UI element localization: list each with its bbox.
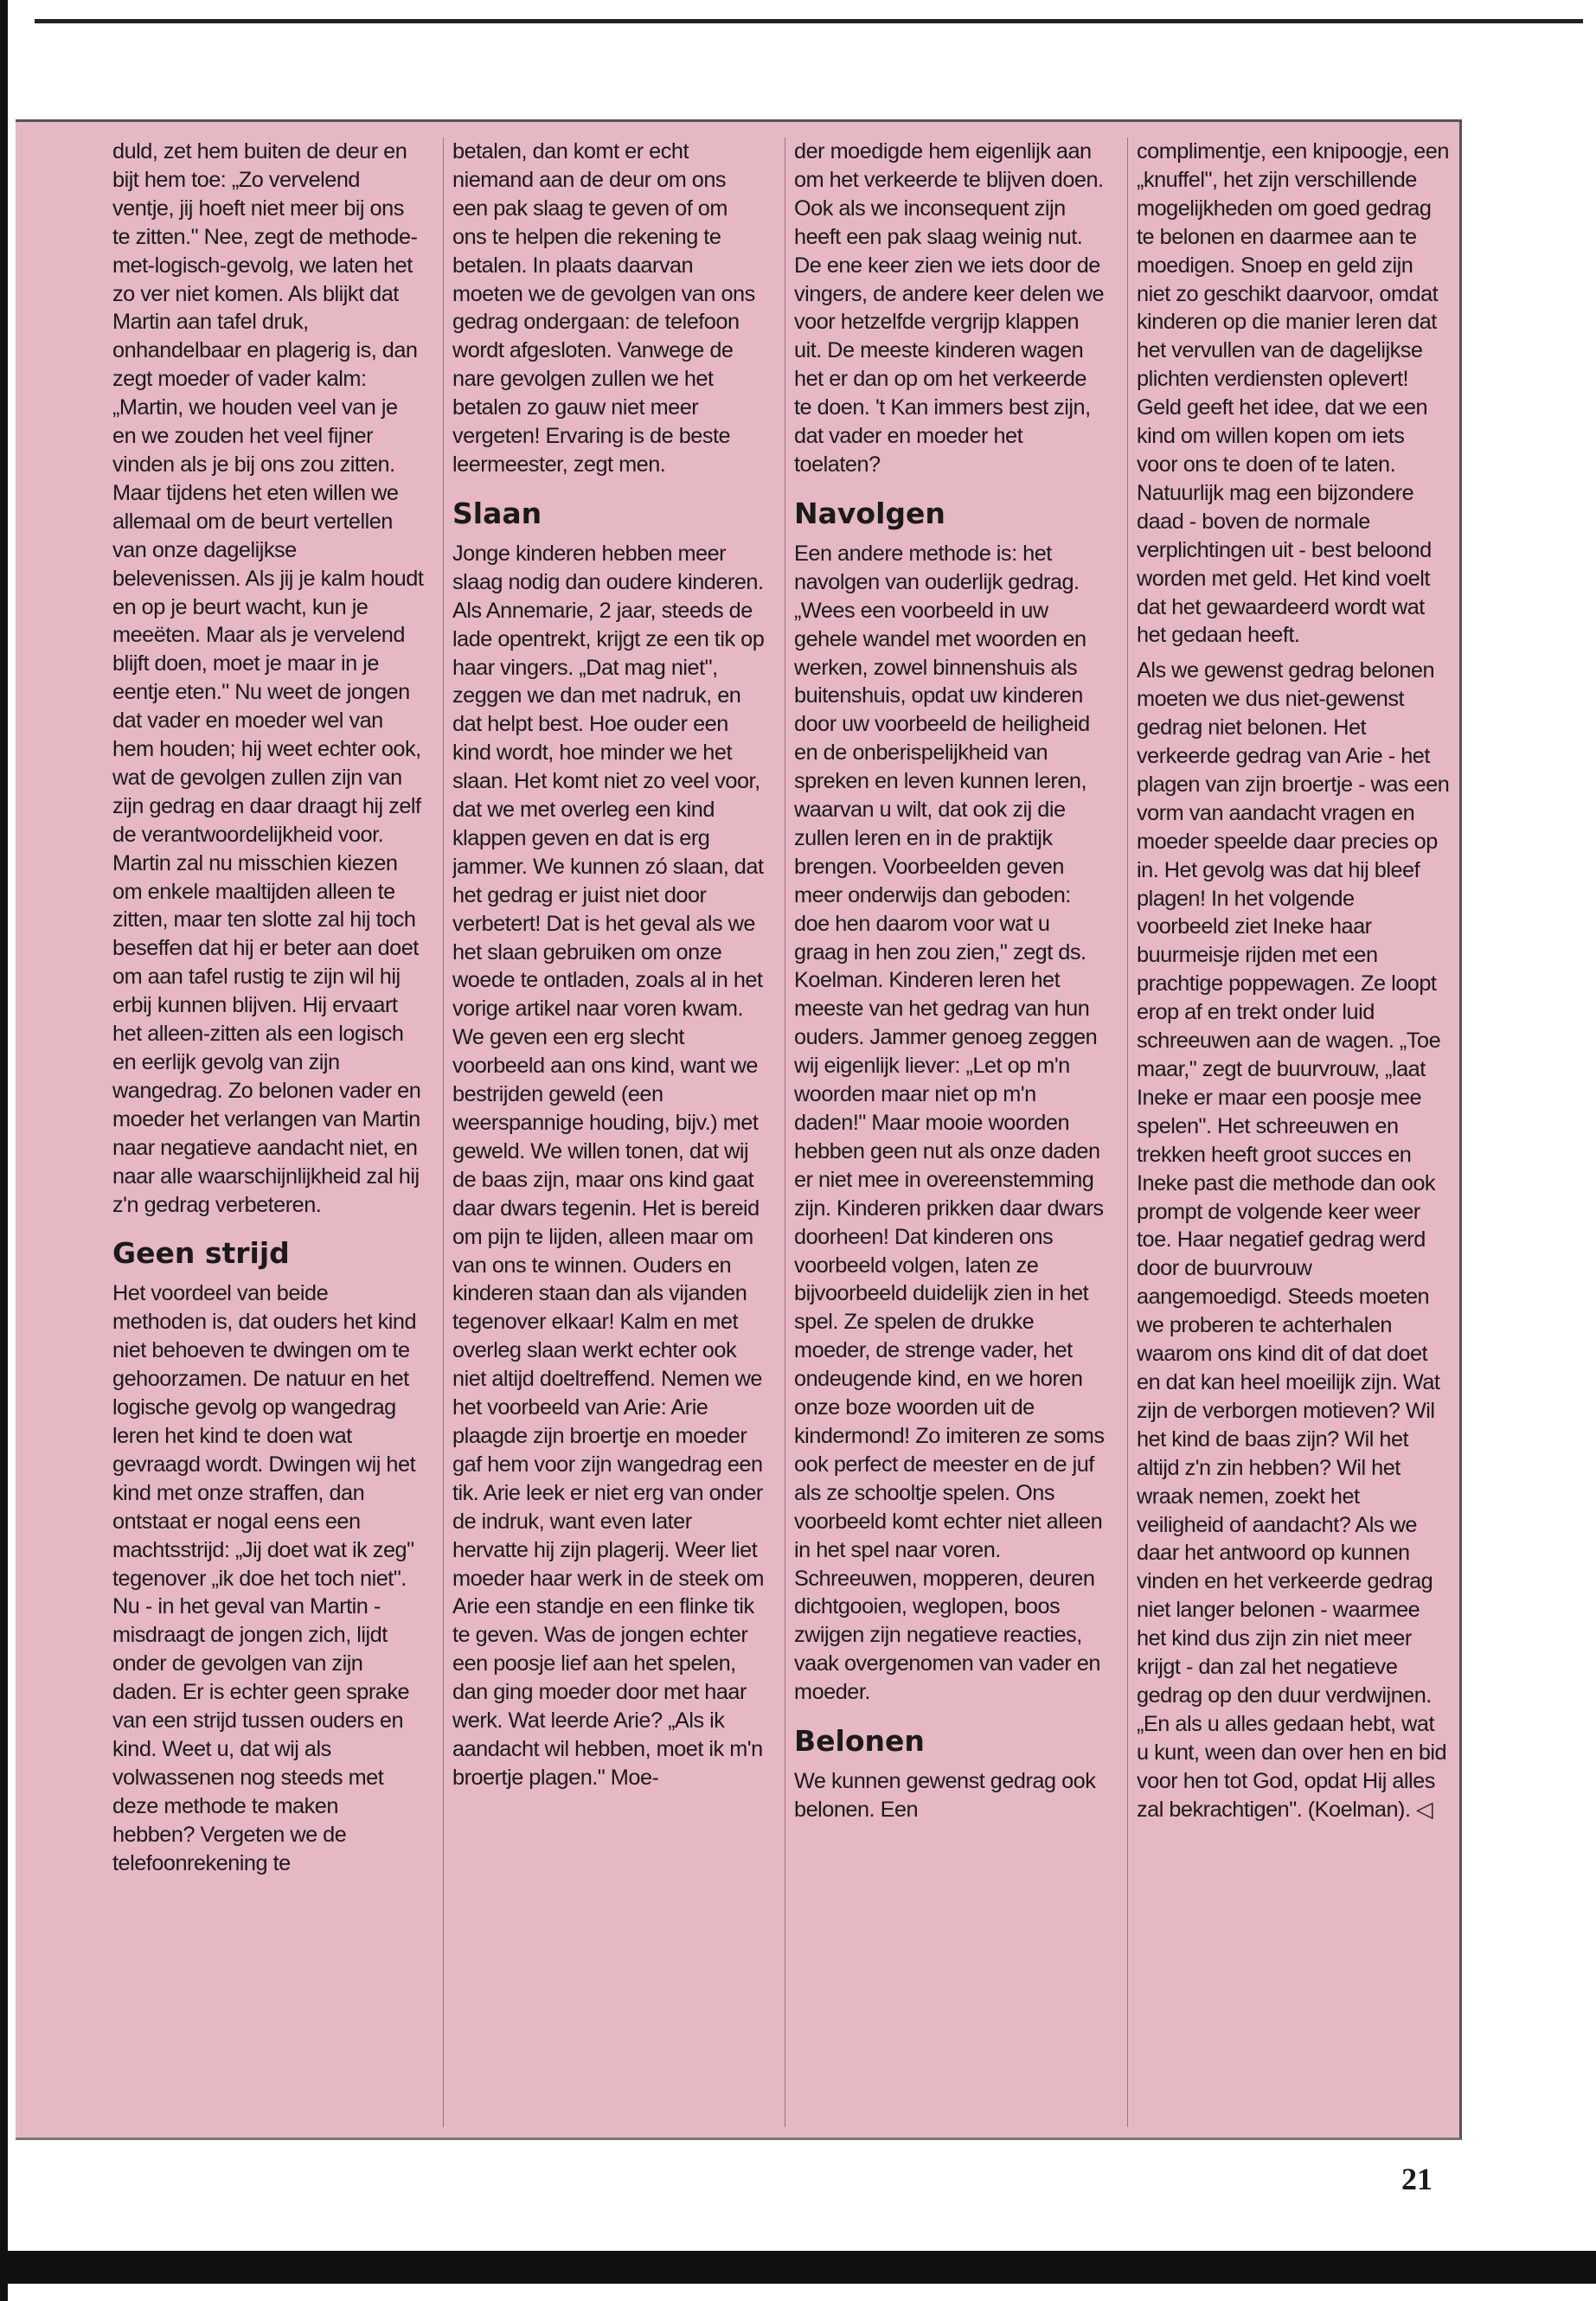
- paragraph: Jonge kinderen hebben meer slaag nodig dan oudere kinderen. Als Annemarie, 2 jaar, steeds de lade opentrekt, krijgt ze een tik op haar vingers. „Dat mag niet", zeggen we dan met nadruk, en dat helpt best. Hoe ouder een kind wordt, hoe minder we het slaan. Het komt niet zo veel voor, dat we met overleg een kind klappen geven en dat is erg jammer. We kunnen zó slaan, dat het gedrag er juist niet door verbetert! Dat is het geval als we het slaan gebruiken om onze woede te ontladen, zoals al in het vorige artikel naar voren kwam. We geven een erg slecht voorbeeld aan ons kind, want we bestrijden geweld (een weerspannige houding, bijv.) met geweld. We willen tonen, dat wij de baas zijn, maar ons kind gaat daar dwars tegenin. Het is bereid om pijn te lijden, alleen maar om van ons te winnen. Ouders en kinderen staan dan als vijanden tegenover elkaar! Kalm en met overleg slaan werkt echter ook niet altijd doeltreffend. Nemen we het voorbeeld van Arie: Arie plaagde zijn broertje en moeder gaf hem voor zijn wangedrag een tik. Arie leek er niet erg van onder de indruk, want even later hervatte hij zijn plagerij. Weer liet moeder haar werk in de steek om Arie een standje en een flinke tik te geven. Was de jongen echter een poosje lief aan het spelen, dan ging moeder door met haar werk. Wat leerde Arie? „Als ik aandacht wil hebben, moet ik m'n broertje plagen." Moe-: [452, 541, 765, 1790]
- column-divider: [443, 138, 444, 2127]
- paragraph: der moedigde hem eigenlijk aan om het verkeerde te blijven doen. Ook als we inconsequent zijn heeft een pak slaag weinig nut. De ene keer zien we iets door de vingers, de andere keer delen we voor hetzelfde vergrijp klappen uit. De meeste kinderen wagen het er dan op om het verkeerde te doen. 't Kan immers best zijn, dat vader en moeder het toelaten?: [794, 139, 1105, 477]
- paragraph: Het voordeel van beide methoden is, dat ouders het kind niet behoeven te dwingen om te gehoorzamen. De natuur en het logische gevolg op wangedrag leren het kind te doen wat gevraagd wordt. Dwingen wij het kind met onze straffen, dan ontstaat er nogal eens een machtsstrijd: „Jij doet wat ik zeg" tegenover „ik doe het toch niet". Nu - in het geval van Martin - misdraagt de jongen zich, lijdt onder de gevolgen van zijn daden. Er is echter geen sprake van een strijd tussen ouders en kind. Weet u, dat wij als volwassenen nog steeds met deze methode te maken hebben? Vergeten we de telefoonrekening te: [112, 1281, 417, 1875]
- paragraph: duld, zet hem buiten de deur en bijt hem toe: „Zo vervelend ventje, jij hoeft niet meer bij ons te zitten." Nee, zegt de methode-met-logisch-gevolg, we laten het zo ver niet komen. Als blijkt dat Martin aan tafel druk, onhandelbaar en plagerig is, dan zegt moeder of vader kalm: „Martin, we houden veel van je en we zouden het veel fijner vinden als je bij ons zou zitten. Maar tijdens het eten willen we allemaal om de beurt vertellen van onze dagelijkse belevenissen. Als jij je kalm houdt en op je beurt wacht, kun je meeëten. Maar als je vervelend blijft doen, moet je maar in je eentje eten." Nu weet de jongen dat vader en moeder wel van hem houden; hij weet echter ook, wat de gevolgen zullen zijn van zijn gedrag en daar draagt hij zelf de verantwoordelijkheid voor. Martin zal nu misschien kiezen om enkele maaltijden alleen te zitten, maar ten slotte zal hij toch beseffen dat hij er beter aan doet om aan tafel rustig te zijn wil hij erbij kunnen blijven. Hij ervaart het alleen-zitten als een logisch en eerlijk gevolg van zijn wangedrag. Zo belonen vader en moeder het verlangen van Martin naar negatieve aandacht niet, en naar alle waarschijnlijkheid zal hij z'n gedrag verbeteren.: [112, 139, 424, 1217]
- column-1: [112, 138, 426, 2127]
- section-heading-slaan: Slaan: [452, 496, 542, 530]
- paragraph: Een andere methode is: het navolgen van ouderlijk gedrag. „Wees een voorbeeld in uw gehele wandel met woorden en werken, zowel binnenshuis als buitenshuis, opdat uw kinderen door uw voorbeeld de heiligheid en de onberispelijkheid van spreken en leven kunnen leren, waarvan u wilt, dat ook zij die zullen leren en in de praktijk brengen. Voorbeelden geven meer onderwijs dan geboden: doe hen daarom voor wat u graag in hen zou zien," zegt ds. Koelman. Kinderen leren het meeste van het gedrag van hun ouders. Jammer genoeg zeggen wij eigenlijk liever: „Let op m'n woorden maar niet op m'n daden!" Maar mooie woorden hebben geen nut als onze daden er niet mee in overeenstemming zijn. Kinderen prikken daar dwars doorheen! Dat kinderen ons voorbeeld volgen, laten ze bijvoorbeeld duidelijk zien in het spel. Ze spelen de drukke moeder, de strenge vader, het ondeugende kind, en we horen onze boze woorden uit de kindermond! Zo imiteren ze soms ook perfect de meester en de juf als ze schooltje spelen. Ons voorbeeld komt echter niet alleen in het spel naar voren. Schreeuwen, mopperen, deuren dichtgooien, weglopen, boos zwijgen zijn negatieve reacties, vaak overgenomen van vader en moeder.: [794, 541, 1105, 1705]
- bottom-edge-bar: [0, 2251, 1596, 2284]
- column-3: [794, 138, 1107, 2127]
- paragraph: betalen, dan komt er echt niemand aan de deur om ons een pak slaag te geven of om ons te helpen die rekening te betalen. In plaats daarvan moeten we de gevolgen van ons gedrag ondergaan: de telefoon wordt afgesloten. Vanwege de nare gevolgen zullen we het betalen zo gauw niet meer vergeten! Ervaring is de beste leermeester, zegt men.: [452, 139, 755, 477]
- column-2: [452, 138, 766, 2127]
- section-heading-belonen: Belonen: [794, 1724, 925, 1759]
- paragraph: complimentje, een knipoogje, een „knuffel", het zijn verschillende mogelijkheden om goed gedrag te belonen en daarmee aan te moedigen. Snoep en geld zijn niet zo geschikt daarvoor, omdat kinderen op die manier leren dat het vervullen van de dagelijkse plichten verdiensten oplevert! Geld geeft het idee, dat we een kind om willen kopen om iets voor ons te doen of te laten. Natuurlijk mag een bijzondere daad - boven de normale verplichtingen uit - best beloond worden met geld. Het kind voelt dat het gewaardeerd wordt wat het gedaan heeft.: [1137, 139, 1449, 648]
- section-heading-geen-strijd: Geen strijd: [112, 1236, 290, 1271]
- paragraph: We kunnen gewenst gedrag ook belonen. Een: [794, 1769, 1096, 1822]
- section-heading-navolgen: Navolgen: [794, 496, 945, 530]
- column-divider: [1127, 138, 1128, 2127]
- left-edge-bar: [0, 0, 8, 2301]
- article-panel: [16, 119, 1462, 2140]
- page-number: 21: [1401, 2162, 1433, 2196]
- column-4: [1137, 138, 1450, 2127]
- paragraph: Als we gewenst gedrag belonen moeten we dus niet-gewenst gedrag niet belonen. Het verkeerde gedrag van Arie - het plagen van zijn broertje - was een vorm van aandacht vragen en moeder speelde daar precies op in. Het gevolg was dat hij bleef plagen! In het volgende voorbeeld ziet Ineke haar buurmeisje rijden met een prachtige poppewagen. Ze loopt erop af en trekt onder luid schreeuwen aan de wagen. „Toe maar," zegt de buurvrouw, „laat Ineke er maar een poosje mee spelen". Het schreeuwen en trekken heeft groot succes en Ineke past die methode dan ook prompt de volgende keer weer toe. Haar negatief gedrag werd door de buurvrouw aangemoedigd. Steeds moeten we proberen te achterhalen waarom ons kind dit of dat doet en dat kan heel moeilijk zijn. Wat zijn de verborgen motieven? Wil het kind de baas zijn? Wil het altijd z'n zin hebben? Wil het wraak nemen, zoekt het veiligheid of aandacht? Als we daar het antwoord op kunnen vinden en het verkeerde gedrag niet langer belonen - waarmee het kind dus zijn zin niet meer krijgt - dan zal het negatieve gedrag op den duur verdwijnen. „En als u alles gedaan hebt, wat u kunt, ween dan over hen en bid voor hen tot God, opdat Hij alles zal bekrachtigen". (Koelman). ◁: [1137, 658, 1450, 1822]
- top-rule: [35, 19, 1583, 23]
